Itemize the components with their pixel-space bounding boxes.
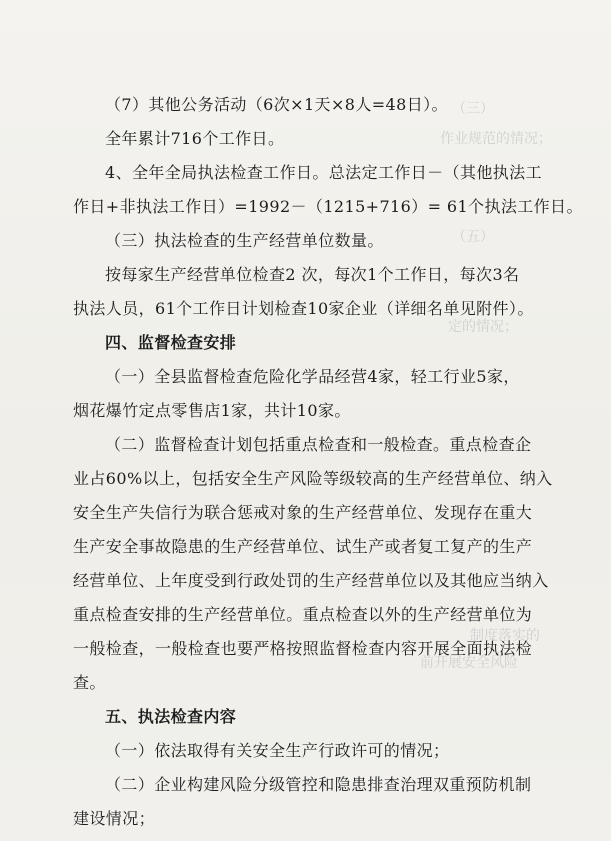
paragraph-key-inspection-line4: 生产安全事故隐患的生产经营单位、试生产或者复工复产的生产: [73, 537, 533, 556]
heading-inspection-content: 五、执法检查内容: [105, 707, 237, 726]
paragraph-license-item: （一）依法取得有关安全生产行政许可的情况；: [105, 741, 450, 760]
paragraph-dual-prevention-line1: （二）企业构建风险分级管控和隐患排查治理双重预防机制: [105, 775, 532, 794]
paragraph-key-inspection-line2: 业占60%以上，包括安全生产风险等级较高的生产经营单位、纳入: [73, 469, 553, 488]
subheading-unit-count: （三）执法检查的生产经营单位数量。: [105, 231, 384, 250]
paragraph-key-inspection-line6: 重点检查安排的生产经营单位。重点检查以外的生产经营单位为: [73, 605, 533, 624]
paragraph-key-inspection-line8: 查。: [73, 673, 106, 692]
paragraph-county-inspection-line1: （一）全县监督检查危险化学品经营4家，轻工行业5家，: [105, 367, 520, 386]
paragraph-total-days: 全年累计716个工作日。: [105, 129, 285, 148]
paragraph-county-inspection-line2: 烟花爆竹定点零售店1家，共计10家。: [73, 401, 351, 420]
paragraph-enforcement-days-line1: 4、全年全局执法检查工作日。总法定工作日－（其他执法工: [105, 163, 542, 182]
paragraph-inspection-plan-line2: 执法人员，61个工作日计划检查10家企业（详细名单见附件）。: [73, 299, 534, 318]
paragraph-dual-prevention-line2: 建设情况；: [73, 809, 156, 828]
paragraph-key-inspection-line7: 一般检查，一般检查也要严格按照监督检查内容开展全面执法检: [73, 639, 533, 658]
paragraph-key-inspection-line1: （二）监督检查计划包括重点检查和一般检查。重点检查企: [105, 435, 532, 454]
paragraph-inspection-plan-line1: 按每家生产经营单位检查2 次，每次1个工作日，每次3名: [105, 265, 520, 284]
document-page: （三） 作业规范的情况； （五） 定的情况； 制度落实的 前开展安全风险 （7）其他公务活动（6次×1天×8人=48日）。 全年累计716个工作日。 4、全年全局执法检查工作日。总法定工作日－（其他执法工 作日+非执法工作日）=1992－（1215+716）= 61个执法工作日。 （三）执法检查的生产经营单位数量。 按每家生产经营单位检查2 次，每次1个工作日，每次3名 执法人员，61个工作日计划检查10家企业（详细名单见附件）。 四、监督检查安排 （一）全县监督检查危险化学品经营4家，轻工行业5家， 烟花爆竹定点零售店1家，共计10家。 （二）监督检查计划包括重点检查和一般检查。重点检查企 业占60%以上，包括安全生产风险等级较高的生产经营单位、纳入 安全生产失信行为联合惩戒对象的生产经营单位、发现存在重大 生产安全事故隐患的生产经营单位、试生产或者复工复产的生产 经营单位、上年度受到行政处罚的生产经营单位以及其他应当纳入 重点检查安排的生产经营单位。重点检查以外的生产经营单位为 一般检查，一般检查也要严格按照监督检查内容开展全面执法检 查。 五、执法检查内容 （一）依法取得有关安全生产行政许可的情况； （二）企业构建风险分级管控和隐患排查治理双重预防机制 建设情况；: [0, 0, 611, 841]
paragraph-enforcement-days-line2: 作日+非执法工作日）=1992－（1215+716）= 61个执法工作日。: [73, 197, 583, 216]
heading-supervision-arrangement: 四、监督检查安排: [105, 333, 237, 352]
paragraph-key-inspection-line5: 经营单位、上年度受到行政处罚的生产经营单位以及其他应当纳入: [73, 571, 549, 590]
paragraph-other-activities: （7）其他公务活动（6次×1天×8人=48日）。: [105, 95, 448, 114]
paragraph-key-inspection-line3: 安全生产失信行为联合惩戒对象的生产经营单位、发现存在重大: [73, 503, 533, 522]
